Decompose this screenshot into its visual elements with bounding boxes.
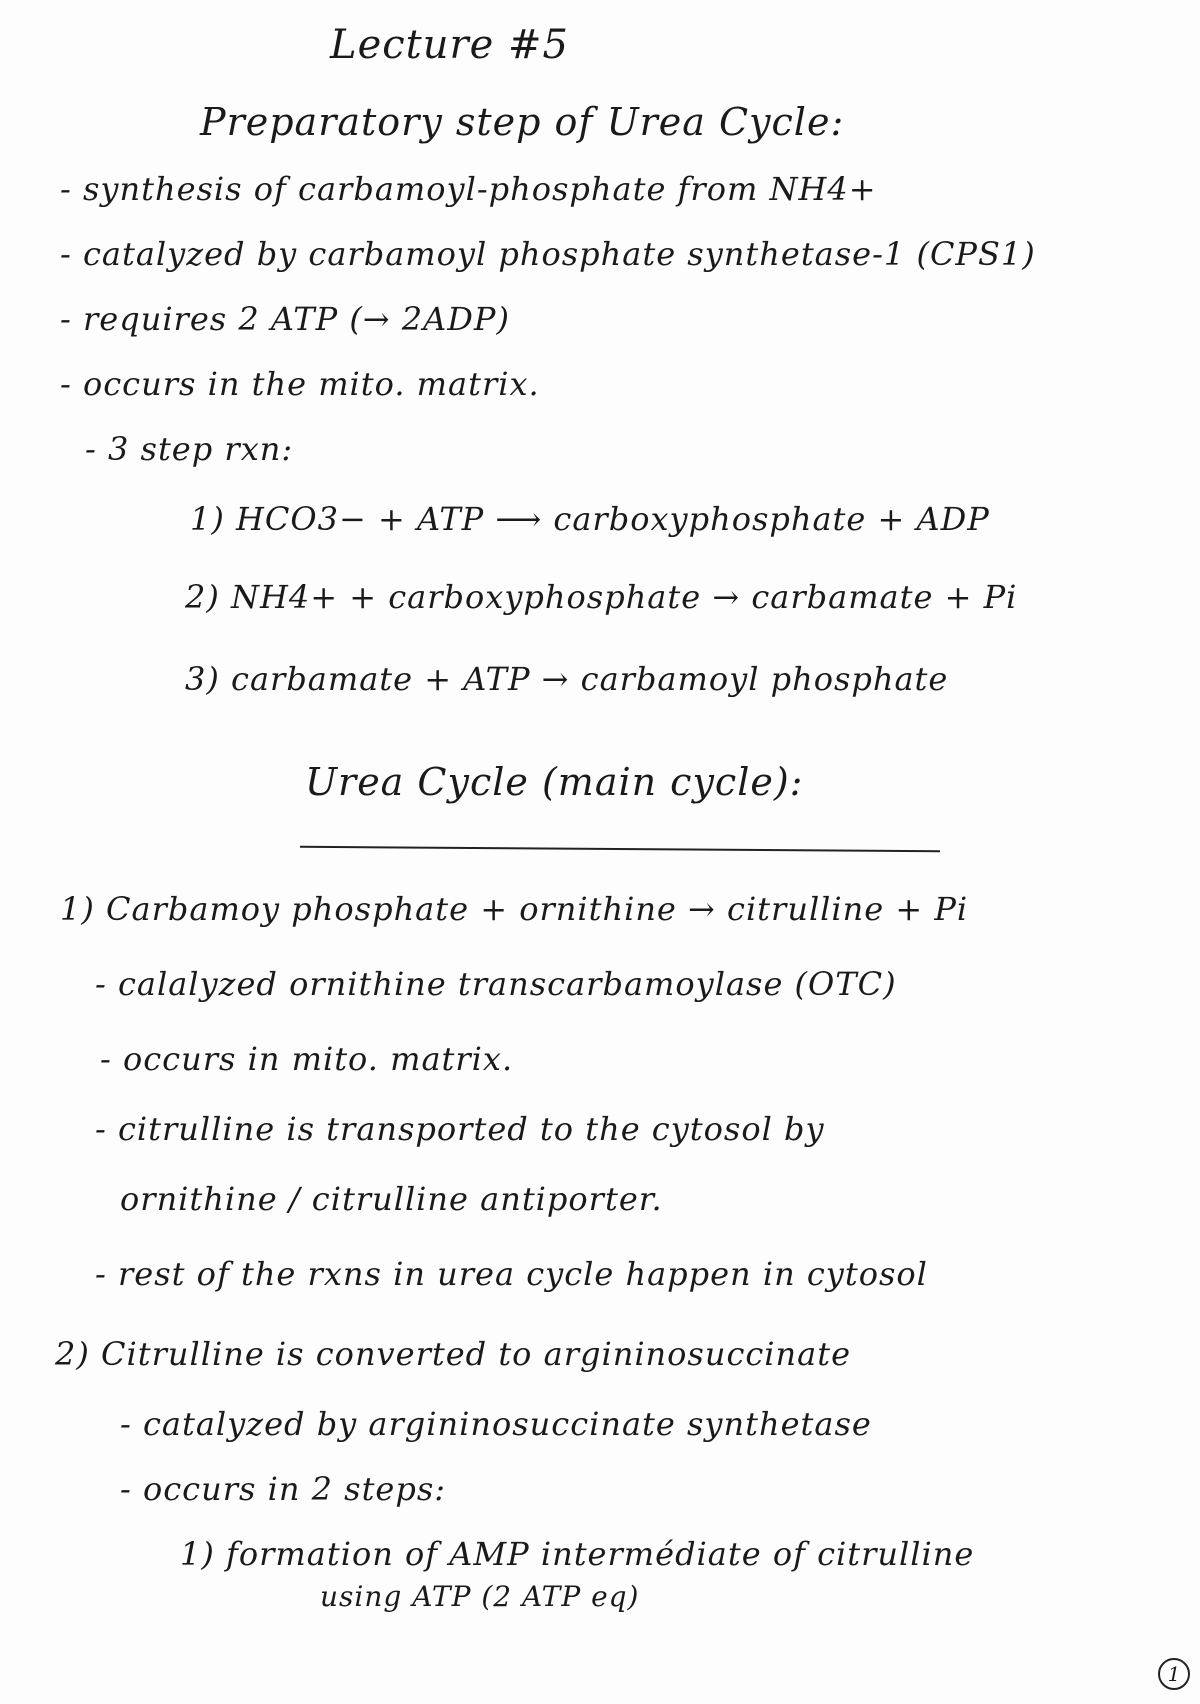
prep-heading: Preparatory step of Urea Cycle: [200, 100, 845, 144]
main-line: - occurs in 2 steps: [120, 1470, 447, 1508]
main-line: - rest of the rxns in urea cycle happen in cytosol [95, 1255, 928, 1293]
main-line: using ATP (2 ATP eq) [320, 1580, 640, 1613]
prep-step: 3) carbamate + ATP → carbamoyl phosphate [185, 660, 949, 698]
lecture-title: Lecture #5 [330, 22, 569, 68]
main-line: 1) Carbamoy phosphate + ornithine → citrulline + Pi [60, 890, 969, 928]
main-line: 1) formation of AMP intermédiate of citrulline [180, 1535, 975, 1573]
prep-step: 2) NH4+ + carboxyphosphate → carbamate + Pi [185, 578, 1018, 616]
prep-bullet: - 3 step rxn: [85, 430, 294, 468]
prep-bullet: - occurs in the mito. matrix. [60, 365, 540, 403]
prep-bullet: - requires 2 ATP (→ 2ADP) [60, 300, 510, 338]
prep-bullet: - catalyzed by carbamoyl phosphate synthetase-1 (CPS1) [60, 235, 1036, 273]
page-number: 1 [1158, 1658, 1190, 1690]
prep-step: 1) HCO3− + ATP ⟶ carboxyphosphate + ADP [190, 500, 990, 538]
prep-bullet: - synthesis of carbamoyl-phosphate from NH4+ [60, 170, 877, 208]
main-line: 2) Citrulline is converted to argininosuccinate [55, 1335, 852, 1373]
main-line: - occurs in mito. matrix. [100, 1040, 514, 1078]
main-line: ornithine / citrulline antiporter. [120, 1180, 663, 1218]
main-line: - catalyzed by argininosuccinate synthetase [120, 1405, 872, 1443]
main-line: - citrulline is transported to the cytosol by [95, 1110, 825, 1148]
heading-underline [300, 846, 940, 852]
main-line: - calalyzed ornithine transcarbamoylase (OTC) [95, 965, 897, 1003]
main-heading: Urea Cycle (main cycle): [305, 760, 804, 804]
